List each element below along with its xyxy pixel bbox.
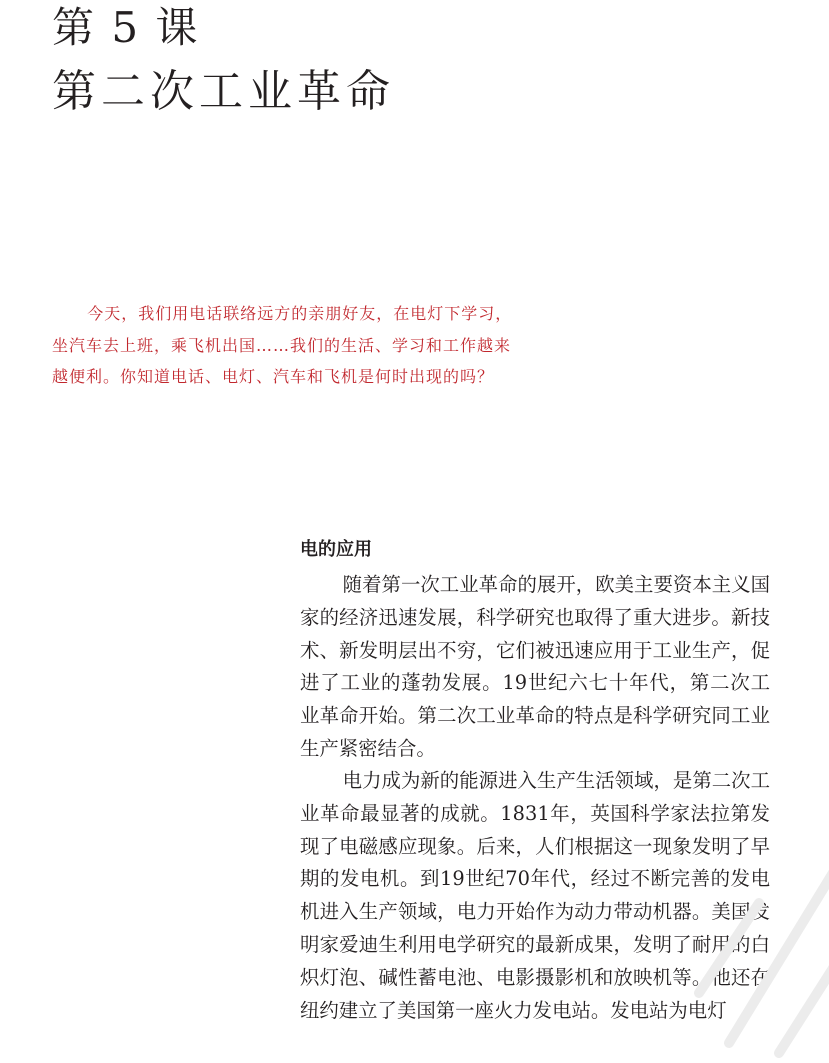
lesson-number: 第 5 课 [52,3,200,52]
intro-paragraph: 今天，我们用电话联络远方的亲朋好友，在电灯下学习，坐汽车去上班，乘飞机出国……我们的生活、学习和工作越来越便利。你知道电话、电灯、汽车和飞机是何时出现的吗？ [52,304,513,386]
lesson-title: 第二次工业革命 [52,66,395,117]
section-heading: 电的应用 [300,539,372,560]
body-paragraph-1: 随着第一次工业革命的展开，欧美主要资本主义国家的经济迅速发展，科学研究也取得了重大进步。新技术、新发明层出不穷，它们被迅速应用于工业生产，促进了工业的蓬勃发展。19世纪六七十年代，第二次工业革命开始。第二次工业革命的特点是科学研究同工业生产紧密结合。 [300,573,770,760]
body-paragraph-2: 电力成为新的能源进入生产生活领域，是第二次工业革命最显著的成就。1831年，英国科学家法拉第发现了电磁感应现象。后来，人们根据这一现象发明了早期的发电机。到19世纪70年代，经过不断完善的发电机进入生产领域，电力开始作为动力带动机器。美国发明家爱迪生利用电学研究的最新成果，发明了耐用的白炽灯泡、碱性蓄电池、电影摄影机和放映机等。他还在纽约建立了美国第一座火力发电站。发电站为电灯 [300,769,770,1022]
